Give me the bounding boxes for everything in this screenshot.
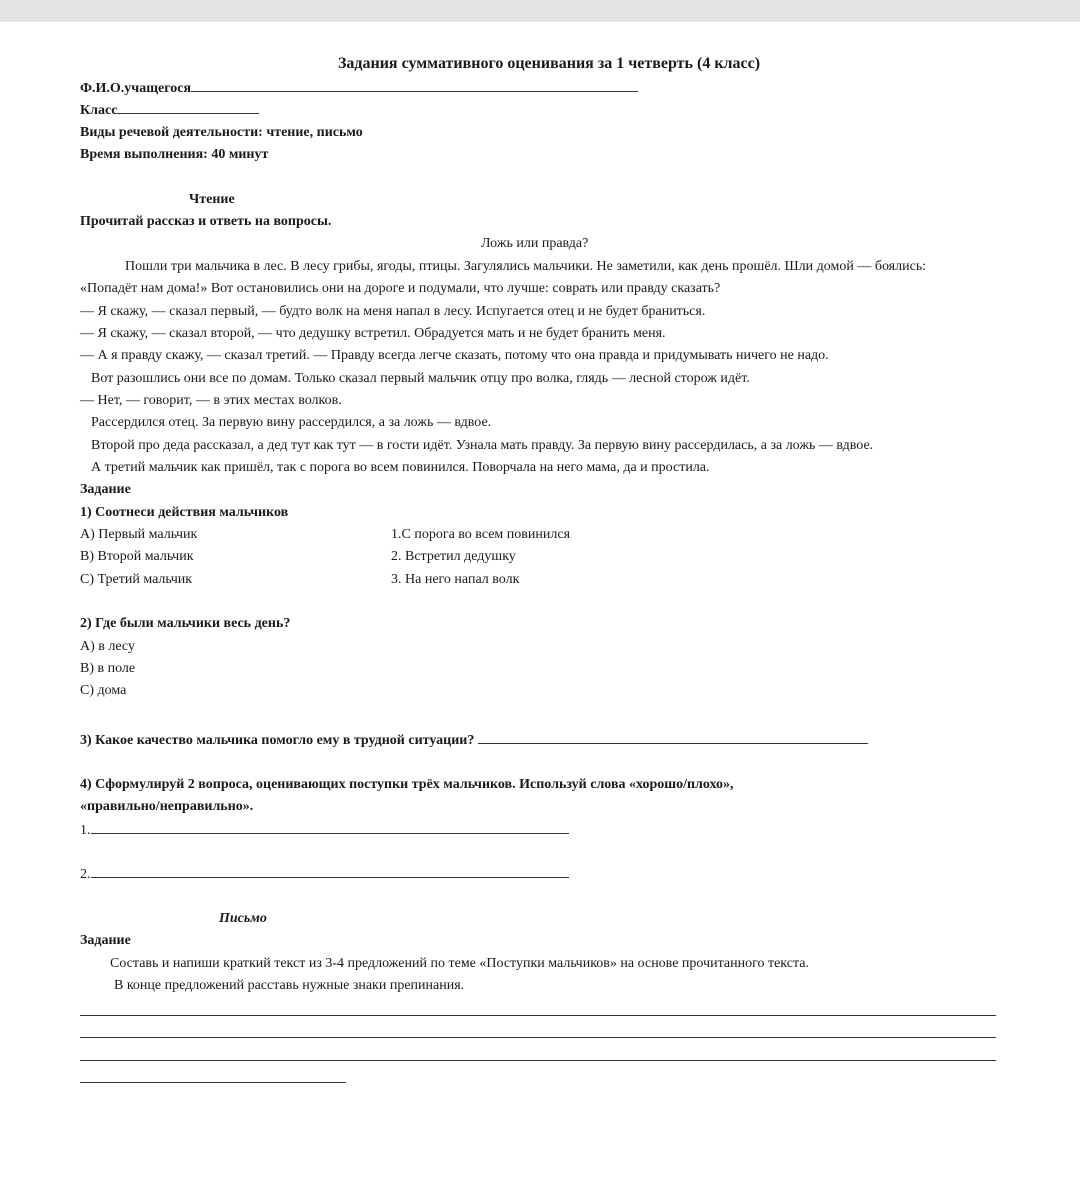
story-line: Пошли три мальчика в лес. В лесу грибы, ягоды, птицы. Загулялись мальчики. Не заметили, как день прошёл. Шли домой — боялись: <box>125 259 927 274</box>
writing-answer-line[interactable] <box>80 1082 346 1083</box>
writing-section-title: Письмо <box>219 911 267 926</box>
match-left-item: В) Второй мальчик <box>80 549 194 564</box>
story-title: Ложь или правда? <box>481 236 589 251</box>
writing-answer-line[interactable] <box>80 1015 996 1016</box>
reading-task-label: Задание <box>80 482 131 497</box>
match-right-item: 3. На него напал волк <box>391 572 520 587</box>
answer-line-label: 1. <box>80 823 91 838</box>
answer-line-2-field[interactable] <box>91 865 569 878</box>
story-line: Рассердился отец. За первую вину рассердился, а за ложь — вдвое. <box>91 415 492 430</box>
activities-line: Виды речевой деятельности: чтение, письмо <box>80 125 363 140</box>
answer-line-label: 2. <box>80 867 91 882</box>
class-label: Класс <box>80 103 118 118</box>
story-line: — Я скажу, — сказал первый, — будто волк на меня напал в лесу. Испугается отец и не будет браниться. <box>80 304 706 319</box>
writing-task-label: Задание <box>80 933 131 948</box>
story-line: — Нет, — говорит, — в этих местах волков. <box>80 393 342 408</box>
student-name-label: Ф.И.О.учащегося <box>80 81 192 96</box>
match-left-item: С) Третий мальчик <box>80 572 193 587</box>
student-name-row <box>80 79 638 98</box>
writing-instruction-line-1: Составь и напиши краткий текст из 3-4 предложений по теме «Поступки мальчиков» на основе прочитанного текста. <box>110 956 809 971</box>
writing-answer-line[interactable] <box>80 1060 996 1061</box>
reading-section-title: Чтение <box>189 192 235 207</box>
story-line: Второй про деда рассказал, а дед тут как тут — в гости идёт. Узнала мать правду. За первую вину рассердилась, а за ложь — вдвое. <box>91 438 874 453</box>
question-3-answer-field[interactable] <box>478 731 868 744</box>
answer-option: В) в поле <box>80 661 136 676</box>
document-page <box>0 22 1080 1182</box>
story-line: «Попадёт нам дома!» Вот остановились они на дороге и подумали, что лучше: соврать или правду сказать? <box>80 281 721 296</box>
match-right-item: 1.С порога во всем повинился <box>391 527 571 542</box>
question-1: 1) Соотнеси действия мальчиков <box>80 505 289 520</box>
writing-instruction-line-2: В конце предложений расставь нужные знаки препинания. <box>114 978 465 993</box>
story-line: А третий мальчик как пришёл, так с порога во всем повинился. Поворчала на него мама, да и простила. <box>91 460 710 475</box>
writing-answer-line[interactable] <box>80 1037 996 1038</box>
reading-instruction: Прочитай рассказ и ответь на вопросы. <box>80 214 332 229</box>
answer-option: А) в лесу <box>80 639 135 654</box>
question-3: 3) Какое качество мальчика помогло ему в трудной ситуации? <box>80 733 475 748</box>
story-line: — Я скажу, — сказал второй, — что дедушку встретил. Обрадуется мать и не будет бранить меня. <box>80 326 666 341</box>
question-4-line-2: «правильно/неправильно». <box>80 799 254 814</box>
document-title: Задания суммативного оценивания за 1 четверть (4 класс) <box>337 55 761 72</box>
story-line: — А я правду скажу, — сказал третий. — Правду всегда легче сказать, потому что она правда и придумывать ничего не надо. <box>80 348 829 363</box>
class-field[interactable] <box>117 101 259 114</box>
question-3-row <box>80 731 868 750</box>
story-line: Вот разошлись они все по домам. Только сказал первый мальчик отцу про волка, глядь — лесной сторож идёт. <box>91 371 750 386</box>
question-2: 2) Где были мальчики весь день? <box>80 616 291 631</box>
time-line: Время выполнения: 40 минут <box>80 147 269 162</box>
answer-option: С) дома <box>80 683 127 698</box>
student-name-field[interactable] <box>191 79 638 92</box>
question-4-line-1: 4) Сформулируй 2 вопроса, оценивающих поступки трёх мальчиков. Используй слова «хорошо/плохо», <box>80 777 734 792</box>
match-left-item: А) Первый мальчик <box>80 527 198 542</box>
viewer-top-bar <box>0 0 1080 22</box>
class-row <box>80 101 259 120</box>
answer-line-row <box>80 821 569 840</box>
match-right-item: 2. Встретил дедушку <box>391 549 516 564</box>
answer-line-row <box>80 865 569 884</box>
answer-line-1-field[interactable] <box>91 821 569 834</box>
